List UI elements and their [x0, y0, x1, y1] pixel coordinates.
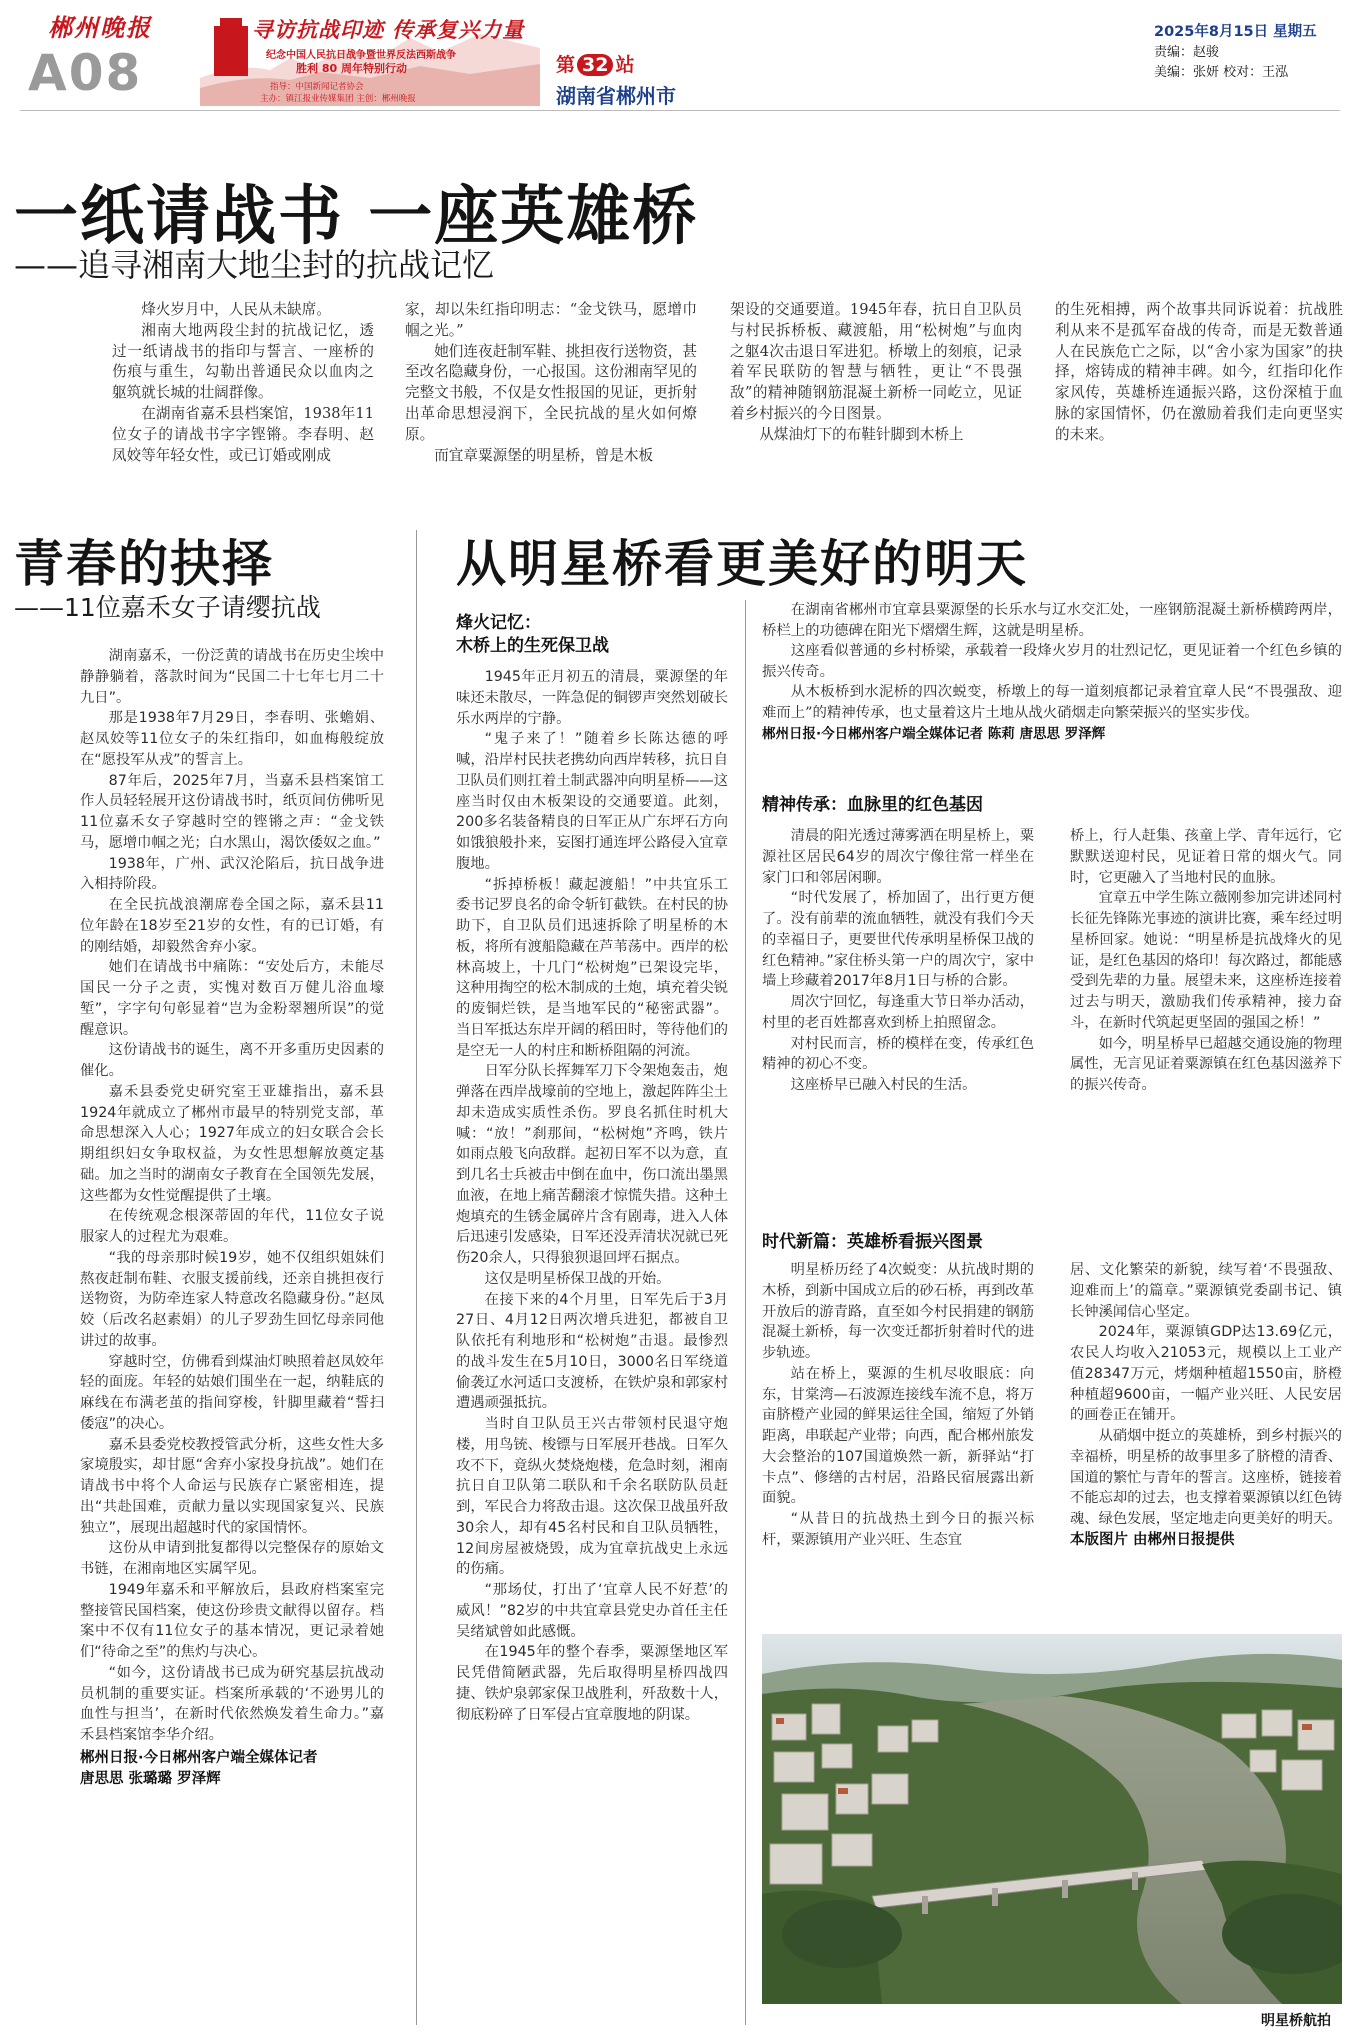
section-3-body-left — [762, 1260, 1034, 1551]
byline: 郴州日报·今日郴州客户端全媒体记者 — [80, 1749, 318, 1766]
intro-column-2 — [405, 300, 697, 466]
section-heading: 烽火记忆： — [456, 613, 541, 633]
station-prefix: 第 — [556, 54, 576, 76]
body-paragraph: “我的母亲那时候19岁，她不仅组织姐妹们熬夜赶制布鞋、衣服支援前线，还亲自挑担夜行送物资，为防牵连家人特意改名隐藏身份。”赵凤姣（后改名赵素娟）的儿子罗劲生回忆母亲同他讲过的故事。 — [80, 1249, 384, 1349]
body-paragraph: 明星桥历经了4次蜕变：从抗战时期的木桥，到新中国成立后的砂石桥，再到改革开放后的游青路，直至如今村民捐建的钢筋混凝土新桥，每一次变迁都折射着时代的进步轨迹。 — [762, 1262, 1034, 1361]
station-suffix: 站 — [615, 54, 635, 76]
intro-paragraph: 在湖南省嘉禾县档案馆，1938年11位女子的请战书字字铿锵。李春明、赵凤姣等年轻女性，或已订婚或刚成 — [112, 404, 374, 464]
intro-paragraph: 家，却以朱红指印明志：“金戈铁马，愿增巾帼之光。” — [405, 301, 697, 339]
intro-paragraph: 她们连夜赶制军鞋、挑担夜行送物资，甚至改名隐藏身份，一心报国。这份湘南罕见的完整文书般，不仅是女性报国的见证，更折射出革命思想浸润下，全民抗战的星火如何燎原。 — [405, 342, 697, 443]
station-label — [556, 50, 634, 77]
body-paragraph: 宜章五中学生陈立薇刚参加完讲述同村长征先锋陈光事迹的演讲比赛，乘车经过明星桥回家。她说：“明星桥是抗战烽火的见证，是红色基因的烙印！每次路过，都能感受到先辈的力量。展望未来，这座桥连接着过去与明天，激励我们传承精神，接力奋斗，在新时代筑起更坚固的强国之桥！” — [1070, 890, 1342, 1031]
body-paragraph: 清晨的阳光透过薄雾洒在明星桥上，粟源社区居民64岁的周次宁像往常一样坐在家门口和邻居闲聊。 — [762, 828, 1034, 886]
body-paragraph: 那是1938年7月29日，李春明、张蟾娟、赵凤姣等11位女子的朱红指印，如血梅般绽放在“愿投军从戎”的誓言上。 — [80, 710, 384, 768]
main-headline: 一纸请战书 一座英雄桥 — [14, 179, 699, 254]
lead-paragraph: 在湖南省郴州市宜章县粟源堡的长乐水与辽水交汇处，一座钢筋混凝土新桥横跨两岸，桥栏上的功德碑在阳光下熠熠生辉，这就是明星桥。 — [762, 602, 1342, 639]
body-paragraph: 1949年嘉禾和平解放后，县政府档案室完整接管民国档案，使这份珍贵文献得以留存。档案中不仅有11位女子的基本情况，更记录着她们“待命之至”的焦灼与决心。 — [80, 1581, 384, 1660]
right-story-title: 从明星桥看更美好的明天 — [456, 534, 1028, 593]
body-paragraph: 居、文化繁荣的新貌，续写着‘不畏强敌、迎难而上’的篇章。”粟源镇党委副书记、镇长钟溪闻信心坚定。 — [1070, 1262, 1342, 1320]
body-paragraph: “那场仗，打出了‘宜章人民不好惹’的威风！”82岁的中共宜章县党史办首任主任吴绪斌曾如此感慨。 — [456, 1582, 728, 1640]
body-paragraph: 这仅是明星桥保卫战的开始。 — [484, 1270, 671, 1287]
banner-line-2: 纪念中国人民抗日战争暨世界反法西斯战争 — [266, 50, 456, 61]
intro-column-4 — [1055, 300, 1343, 446]
intro-paragraph: 烽火岁月中，人民从未缺席。 — [141, 301, 331, 318]
issue-date: 2025年8月15日 星期五 — [1154, 24, 1317, 40]
station-region: 湖南省郴州市 — [556, 84, 676, 108]
lead-paragraph: 从木板桥到水泥桥的四次蜕变，桥墩上的每一道刻痕都记录着宜章人民“不畏强敌、迎难而上”的精神传承，也丈量着这片土地从战火硝烟走向繁荣振兴的坚实步伐。 — [762, 684, 1342, 721]
intro-paragraph: 湘南大地两段尘封的抗战记忆，透过一纸请战书的指印与誓言、一座桥的伤痕与重生，勾勒出普通民众以血肉之躯筑就长城的壮阔群像。 — [112, 321, 374, 402]
body-paragraph: 1945年正月初五的清晨，粟源堡的年味还未散尽，一阵急促的铜锣声突然划破长乐水两岸的宁静。 — [456, 669, 728, 727]
section-heading: 时代新篇：英雄桥看振兴图景 — [762, 1232, 983, 1252]
body-paragraph: 她们在请战书中痛陈：“安处后方，未能尽国民一分子之责，实愧对数百万健儿浴血壕堑”，字字句句彰显着“岂为金粉翠翘所误”的觉醒意识。 — [80, 959, 384, 1038]
body-paragraph: 日军分队长挥舞军刀下令架炮轰击，炮弹落在西岸战壕前的空地上，激起阵阵尘土却未造成实质性杀伤。罗良名抓住时机大喊：“放！”刹那间，“松树炮”齐鸣，铁片如雨点般飞向敌群。起初日军不以为意，直到几名士兵被击中倒在血中，伤口流出墨黑血液，在地上痛苦翻滚才惊慌失措。这种土炮填充的生锈金属碎片含有剧毒，进入人体后迅速引发感染，日军还没弄清状况就已死伤20余人，只得狼狈退回坪石据点。 — [456, 1063, 728, 1266]
bridge-aerial-photo — [762, 1634, 1342, 2004]
body-paragraph: 当时自卫队员王兴古带领村民退守炮楼，用鸟铳、梭镖与日军展开巷战。日军久攻不下，竟纵火焚烧炮楼，危急时刻，湘南抗日自卫队第二联队和千余名联防队员赶到，军民合力将敌击退。这次保卫战虽歼敌30余人，却有45名村民和自卫队员牺牲，12间房屋被烧毁，成为宜章抗战史上永远的伤痛。 — [456, 1416, 728, 1578]
photo-caption: 明星桥航拍 — [1261, 2013, 1331, 2029]
intro-column-1 — [112, 300, 374, 466]
photo-credit: 本版图片 由郴州日报提供 — [1070, 1531, 1235, 1548]
paper-logo: 郴州晚报 — [48, 13, 152, 42]
body-paragraph: 在传统观念根深蒂固的年代，11位女子说服家人的过程尤为艰难。 — [80, 1208, 384, 1245]
body-paragraph: 这座桥早已融入村民的生活。 — [790, 1077, 977, 1093]
masthead — [0, 0, 1358, 112]
body-paragraph: 嘉禾县委党史研究室王亚雄指出，嘉禾县1924年就成立了郴州市最早的特别党支部，革命思想深入人心；1927年成立的妇女联合会长期组织妇女争取权益，为女性思想解放奠定基础。加之当时的湖南女子教育在全国领先发展，这些都为女性觉醒提供了土壤。 — [80, 1083, 384, 1204]
campaign-banner — [200, 8, 540, 106]
column-divider — [745, 600, 746, 2025]
body-paragraph: 穿越时空，仿佛看到煤油灯映照着赵凤姣年轻的面庞。年轻的姑娘们围坐在一起，纳鞋底的麻线在布满老茧的指间穿梭，针脚里藏着“誓扫倭寇”的决心。 — [80, 1353, 384, 1432]
bridge-photo-illustration — [762, 1634, 1342, 2004]
intro-paragraph: 的生死相搏，两个故事共同诉说着：抗战胜利从来不是孤军奋战的传奇，而是无数普通人在民族危亡之际，以“舍小家为国家”的抉择，熔铸成的精神丰碑。如今，红指印化作家风传，英雄桥连通振兴路，这份深植于血脉的家国情怀，仍在激励着我们走向更坚实的未来。 — [1055, 301, 1343, 443]
section-2-body-left — [762, 826, 1034, 1096]
left-story-body — [80, 646, 384, 1789]
intro-paragraph: 而宜章粟源堡的明星桥，曾是木板 — [434, 446, 654, 464]
intro-column-3 — [730, 300, 1022, 446]
body-paragraph: 嘉禾县委党校教授管武分析，这些女性大多家境殷实，却甘愿“舍弃小家投身抗战”。她们在请战书中将个人命运与民族存亡紧密相连，提出“共赴国难，贡献力量以实现国家复兴、民族独立”，展现出超越时代的家国情怀。 — [80, 1436, 384, 1536]
section-heading: 精神传承：血脉里的红色基因 — [762, 795, 983, 815]
left-story-title: 青春的抉择 — [14, 534, 274, 593]
station-number: 32 — [577, 54, 613, 76]
body-paragraph: 对村民而言，桥的模样在变，传承红色精神的初心不变。 — [762, 1035, 1034, 1073]
left-story-subtitle: ——11位嘉禾女子请缨抗战 — [14, 593, 321, 622]
body-paragraph: 站在桥上，粟源的生机尽收眼底：向东，甘棠湾—石波源连接线车流不息，将万亩脐橙产业园的鲜果运往全国，缩短了外销距离，串联起产业带；向西，配合郴州旅发大会整治的107国道焕然一新，新驿站“打卡点”、修缮的古村居，沿路民宿展露出新面貌。 — [762, 1365, 1034, 1507]
section-heading-2: 木桥上的生死保卫战 — [456, 636, 609, 656]
intro-paragraph: 架设的交通要道。1945年春，抗日自卫队员与村民拆桥板、藏渡船，用“松树炮”与血肉之躯4次击退日军进犯。桥墩上的刻痕，记录着军民联防的智慧与牺牲，更让“不畏强敌”的精神随钢筋混凝土新桥一同屹立，见证着乡村振兴的今日图景。 — [730, 301, 1022, 422]
column-divider — [416, 530, 417, 2025]
body-paragraph: “鬼子来了！”随着乡长陈达德的呼喊，沿岸村民扶老携幼向西岸转移，抗日自卫队员们则扛着土制武器冲向明星桥——这座当时仅由木板架设的交通要道。此刻，200多名装备精良的日军正从广东坪石方向如饿狼般扑来，妄图打通连坪公路侵入宜章腹地。 — [456, 731, 728, 872]
main-subheadline: ——追寻湘南大地尘封的抗战记忆 — [14, 246, 495, 284]
body-paragraph: 如今，明星桥早已超越交通设施的物理属性，无言见证着粟源镇在红色基因滋养下的振兴传奇。 — [1070, 1035, 1342, 1093]
body-paragraph: 桥上，行人赶集、孩童上学、青年远行，它默默送迎村民，见证着日常的烟火气。同时，它更融入了当地村民的血脉。 — [1070, 828, 1342, 886]
lead-paragraph: 这座看似普通的乡村桥梁，承载着一段烽火岁月的壮烈记忆，更见证着一个红色乡镇的振兴传奇。 — [762, 643, 1342, 680]
banner-line-4: 指导：中国新闻记者协会 — [270, 82, 364, 92]
banner-line-5: 主办：镇江报业传媒集团 主创：郴州晚报 — [260, 94, 416, 104]
body-paragraph: “时代发展了，桥加固了，出行更方便了。没有前辈的流血牺牲，就没有我们今天的幸福日子，更要世代传承明星桥保卫战的红色精神。”家住桥头第一户的周次宁，家中墙上珍藏着2017年8月1日与桥的合影。 — [762, 890, 1034, 990]
body-paragraph: “如今，这份请战书已成为研究基层抗战动员机制的重要实证。档案所承载的‘不逊男儿的血性与担当’，在新时代依然焕发着生命力。”嘉禾县档案馆李华介绍。 — [80, 1664, 384, 1743]
intro-paragraph: 从煤油灯下的布鞋针脚到木桥上 — [759, 425, 964, 443]
body-paragraph: 周次宁回忆，每逢重大节日举办活动，村里的老百姓都喜欢到桥上拍照留念。 — [762, 994, 1034, 1031]
page-number: A08 — [28, 44, 143, 102]
design-credit: 美编：张妍 校对：王泓 — [1154, 65, 1289, 80]
body-paragraph: 湖南嘉禾，一份泛黄的请战书在历史尘埃中静静躺着，落款时间为“民国二十七年七月二十九日”。 — [80, 648, 384, 706]
body-paragraph: “从昔日的抗战热土到今日的振兴标杆，粟源镇用产业兴旺、生态宜 — [762, 1511, 1034, 1548]
section-1-body — [456, 667, 728, 1725]
body-paragraph: 1938年，广州、武汉沦陷后，抗日战争进入相持阶段。 — [80, 855, 384, 893]
section-2-body-right — [1070, 826, 1342, 1096]
right-story-lead — [762, 600, 1342, 744]
body-paragraph: 87年后，2025年7月，当嘉禾县档案馆工作人员轻轻展开这份请战书时，纸页间仿佛听见11位嘉禾女子穿越时空的铿锵之声：“金戈铁马，愿增巾帼之光；白水黑山，渴饮倭奴之血。” — [80, 772, 384, 851]
masthead-rule — [20, 110, 1340, 111]
body-paragraph: 在1945年的整个春季，粟源堡地区军民凭借简陋武器，先后取得明星桥四战四捷、铁炉泉郭家保卫战胜利，歼敌数十人，彻底粉碎了日军侵占宜章腹地的阴谋。 — [456, 1644, 728, 1723]
body-paragraph: 2024年，粟源镇GDP达13.69亿元，农民人均收入21053元，规模以上工业产值28347万元，烤烟种植超1550亩，脐橙种植超9600亩，一幅产业兴旺、人民安居的画卷正在铺开。 — [1070, 1324, 1342, 1424]
body-paragraph: “拆掉桥板！藏起渡船！”中共宜乐工委书记罗良名的命令斩钉截铁。在村民的协助下，自卫队员们迅速拆除了明星桥的木板，将所有渡船隐藏在芦苇荡中。西岸的松林高坡上，十几门“松树炮”已架设完毕，这种用掏空的松木制成的土炮，填充着尖锐的废铜烂铁，是当地军民的“秘密武器”。当日军抵达东岸开阔的稻田时，等待他们的是空无一人的村庄和断桥阻隔的河流。 — [456, 876, 728, 1059]
banner-line-3: 胜利 80 周年特别行动 — [296, 62, 407, 75]
byline-names: 唐思思 张璐璐 罗泽辉 — [80, 1770, 221, 1787]
body-paragraph: 这份请战书的诞生，离不开多重历史因素的催化。 — [80, 1042, 384, 1079]
lead-byline: 郴州日报·今日郴州客户端全媒体记者 陈莉 唐思思 罗泽辉 — [762, 725, 1106, 742]
banner-slogan: 寻访抗战印迹 传承复兴力量 — [252, 18, 525, 42]
section-3-body-right — [1070, 1260, 1342, 1551]
body-paragraph: 从硝烟中挺立的英雄桥，到乡村振兴的幸福桥，明星桥的故事里多了脐橙的清香、国道的繁忙与青年的誓言。这座桥，链接着不能忘却的过去，也支撑着粟源镇以红色铸魂、绿色发展，坚定地走向更美好的明天。 — [1070, 1428, 1342, 1527]
body-paragraph: 在全民抗战浪潮席卷全国之际，嘉禾县11位年龄在18岁至21岁的女性，有的已订婚，有的刚结婚，却毅然舍弃小家。 — [80, 897, 384, 955]
body-paragraph: 这份从申请到批复都得以完整保存的原始文书链，在湘南地区实属罕见。 — [80, 1540, 384, 1577]
body-paragraph: 在接下来的4个月里，日军先后于3月27日、4月12日两次增兵进犯，都被自卫队依托有利地形和“松树炮”击退。最惨烈的战斗发生在5月10日，3000名日军绕道偷袭辽水河适口支渡桥，在铁炉泉和郭家村遭遇顽强抵抗。 — [456, 1291, 728, 1412]
editor-credit: 责编：赵骏 — [1154, 45, 1220, 60]
